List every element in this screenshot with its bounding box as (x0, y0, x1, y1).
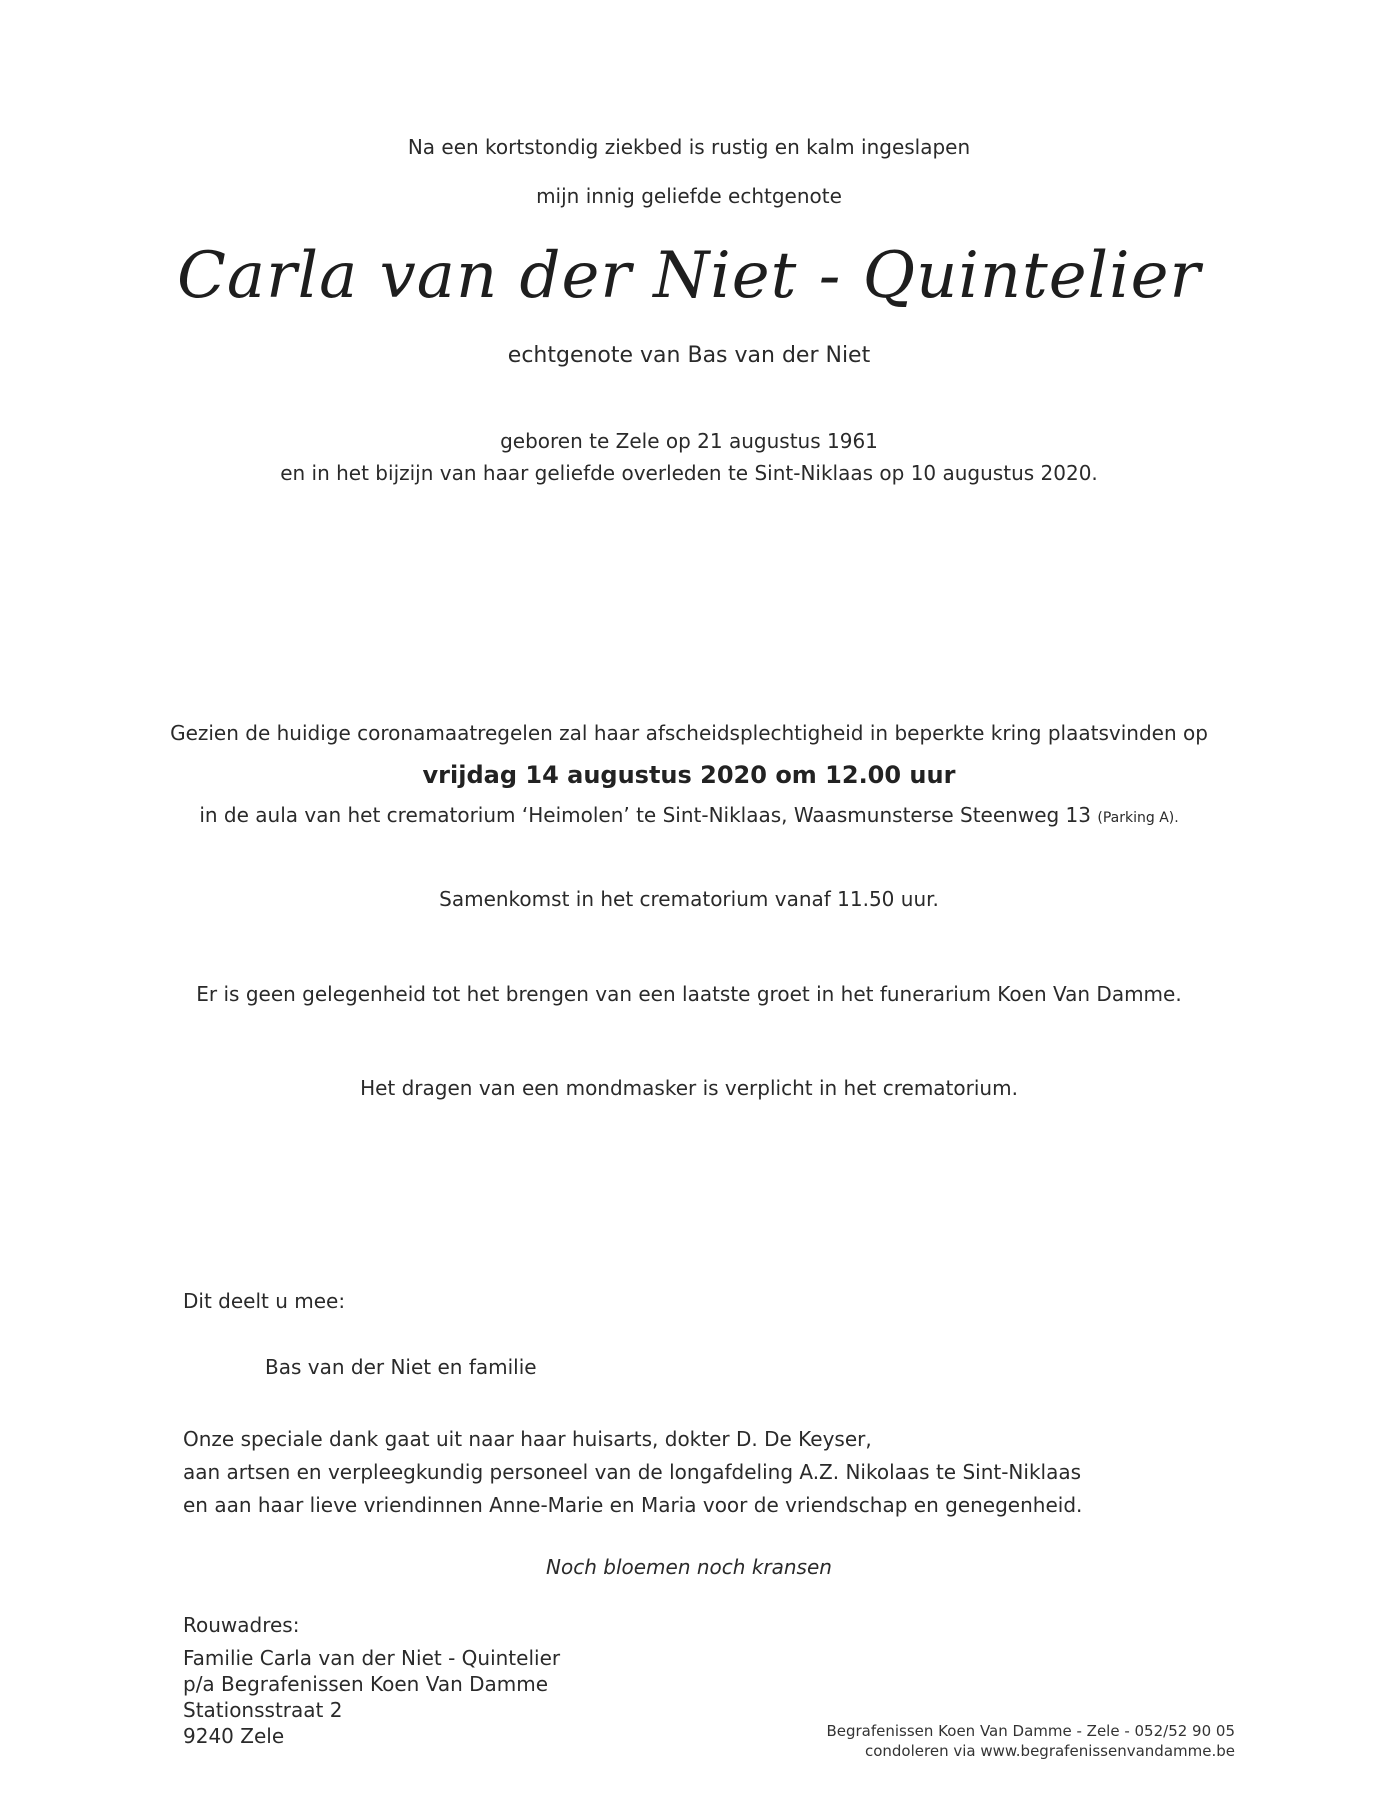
address-line-4: 9240 Zele (183, 1724, 285, 1748)
no-flowers-line: Noch bloemen noch kransen (546, 1555, 832, 1579)
address-line-3: Stationsstraat 2 (183, 1698, 343, 1722)
deceased-name: Carla van der Niet - Quintelier (176, 239, 1202, 313)
spouse-line: echtgenote van Bas van der Niet (507, 343, 871, 368)
ceremony-date: vrijdag 14 augustus 2020 om 12.00 uur (422, 761, 956, 789)
died-line: en in het bijzijn van haar geliefde overleden te Sint-Niklaas op 10 augustus 2020. (280, 461, 1098, 485)
announcement-label: Dit deelt u mee: (183, 1289, 346, 1313)
ceremony-location-line (0, 802, 1378, 831)
mask-line: Het dragen van een mondmasker is verplicht in het crematorium. (360, 1076, 1018, 1100)
gathering-line: Samenkomst in het crematorium vanaf 11.50 uur. (439, 887, 939, 911)
announcement-family: Bas van der Niet en familie (265, 1355, 537, 1379)
address-line-2: p/a Begrafenissen Koen Van Damme (183, 1672, 549, 1696)
thanks-line-3: en aan haar lieve vriendinnen Anne-Marie en Maria voor de vriendschap en genegenheid. (183, 1493, 1083, 1517)
address-line-1: Familie Carla van der Niet - Quintelier (183, 1646, 561, 1670)
no-farewell-line: Er is geen gelegenheid tot het brengen van een laatste groet in het funerarium Koen Van Damme. (196, 982, 1182, 1006)
funeral-home-line-2: condoleren via www.begrafenissenvandamme.be (864, 1742, 1235, 1760)
ceremony-intro: Gezien de huidige coronamaatregelen zal haar afscheidsplechtigheid in beperkte kring plaatsvinden op (170, 721, 1208, 745)
funeral-home-line-1: Begrafenissen Koen Van Damme - Zele - 052/52 90 05 (826, 1722, 1235, 1740)
intro-line-1: Na een kortstondig ziekbed is rustig en kalm ingeslapen (407, 135, 971, 159)
ceremony-location: in de aula van het crematorium ‘Heimolen’ te Sint-Niklaas, Waasmunsterse Steenweg 13 (199, 803, 1092, 827)
address-label: Rouwadres: (183, 1613, 300, 1637)
thanks-line-1: Onze speciale dank gaat uit naar haar huisarts, dokter D. De Keyser, (183, 1427, 872, 1451)
born-line: geboren te Zele op 21 augustus 1961 (500, 429, 878, 453)
ceremony-parking: (Parking A). (1097, 810, 1179, 826)
intro-line-2: mijn innig geliefde echtgenote (536, 184, 842, 208)
thanks-line-2: aan artsen en verpleegkundig personeel van de longafdeling A.Z. Nikolaas te Sint-Niklaas (183, 1460, 1082, 1484)
